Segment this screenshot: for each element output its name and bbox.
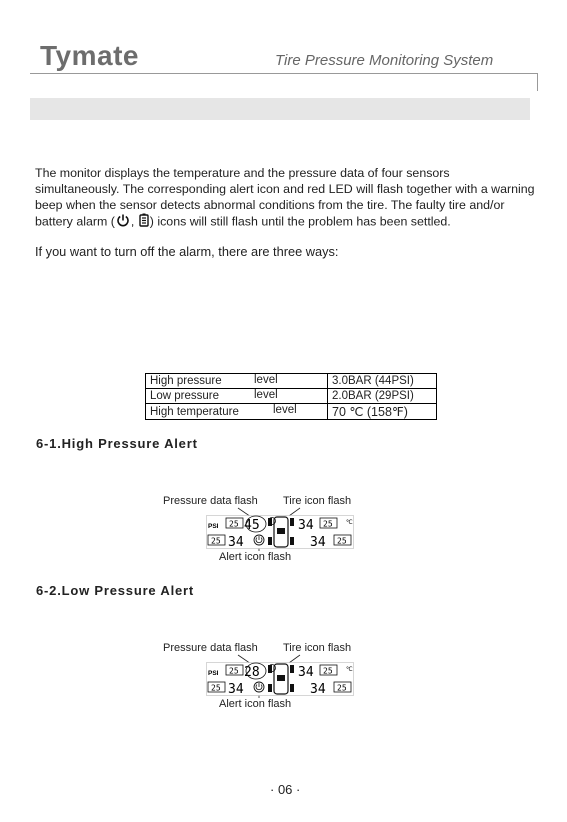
lcd-rr-temp: 25 [337, 536, 347, 546]
lcd-car-cabin [277, 675, 285, 681]
level-label: Low pressure [150, 390, 220, 402]
lcd-tire-fr [290, 665, 294, 673]
lcd-fr-pressure: 34 [298, 518, 314, 533]
level-label: High temperature [150, 405, 239, 418]
level-value: 2.0BAR (29PSI) [328, 389, 437, 404]
pressure-flash-caption: Pressure data flash [163, 642, 258, 654]
lcd-temp-unit: ℃ [346, 520, 353, 526]
lcd-rl-pressure: 34 [228, 682, 244, 696]
alert-flash-caption: Alert icon flash [219, 551, 292, 563]
lcd-fl-temp: 25 [229, 519, 239, 529]
lcd-fr-pressure: 34 [298, 665, 314, 680]
section-title-low-pressure: 6-2.Low Pressure Alert [36, 583, 195, 598]
level-word: level [273, 404, 297, 416]
lcd-rr-temp: 25 [337, 683, 347, 693]
lcd-rl-pressure: 34 [228, 535, 244, 549]
lcd-tire-rr [290, 684, 294, 692]
lcd-tire-rl [268, 537, 272, 545]
intro-text-2: ) icons will still flash until the problem has been settled. [149, 214, 451, 229]
pressure-flash-caption: Pressure data flash [163, 495, 258, 507]
lcd-fr-temp: 25 [323, 666, 333, 676]
lcd-temp-unit: ℃ [346, 667, 353, 673]
section-title-high-pressure: 6-1.High Pressure Alert [36, 436, 198, 451]
level-value: 70 ℃ (158℉) [328, 404, 437, 420]
lcd-tire-fr [290, 518, 294, 526]
level-label: High pressure [150, 375, 222, 387]
intro-text-1: The monitor displays the temperature and the pressure data of four sensors simultaneously. The corresponding alert icon and red LED will flash together with a warning beep when the sensor detects abnormal conditions from the tire. The faulty tire and/or battery alarm ( [35, 166, 535, 229]
lcd-rl-temp: 25 [211, 536, 221, 546]
page-number: · 06 · [270, 782, 301, 797]
level-word: level [254, 374, 278, 386]
lcd-tire-rr [290, 537, 294, 545]
lcd-car-cabin [277, 528, 285, 534]
level-value: 3.0BAR (44PSI) [328, 374, 437, 389]
tire-flash-caption: Tire icon flash [283, 642, 352, 654]
lcd-rr-pressure: 34 [310, 682, 326, 696]
lcd-fr-temp: 25 [323, 519, 333, 529]
lcd-fl-pressure: 45 [244, 518, 260, 533]
lcd-display-high [206, 515, 354, 549]
lcd-tire-rl [268, 684, 272, 692]
level-word: level [254, 389, 278, 401]
header-subtitle: Tire Pressure Monitoring System [275, 52, 494, 69]
brand-logo: Tymate [40, 40, 139, 71]
tire-flash-caption: Tire icon flash [283, 495, 352, 507]
lcd-display-low [206, 662, 354, 696]
alert-flash-caption: Alert icon flash [219, 698, 292, 710]
lcd-unit-label: PSI [208, 670, 219, 677]
lcd-unit-label: PSI [208, 523, 219, 530]
alarm-ways-text: If you want to turn off the alarm, there are three ways: [35, 244, 339, 259]
lcd-fl-temp: 25 [229, 666, 239, 676]
lcd-rr-pressure: 34 [310, 535, 326, 549]
intro-separator: , [130, 214, 135, 229]
lcd-fl-pressure: 28 [244, 665, 260, 680]
lcd-rl-temp: 25 [211, 683, 221, 693]
